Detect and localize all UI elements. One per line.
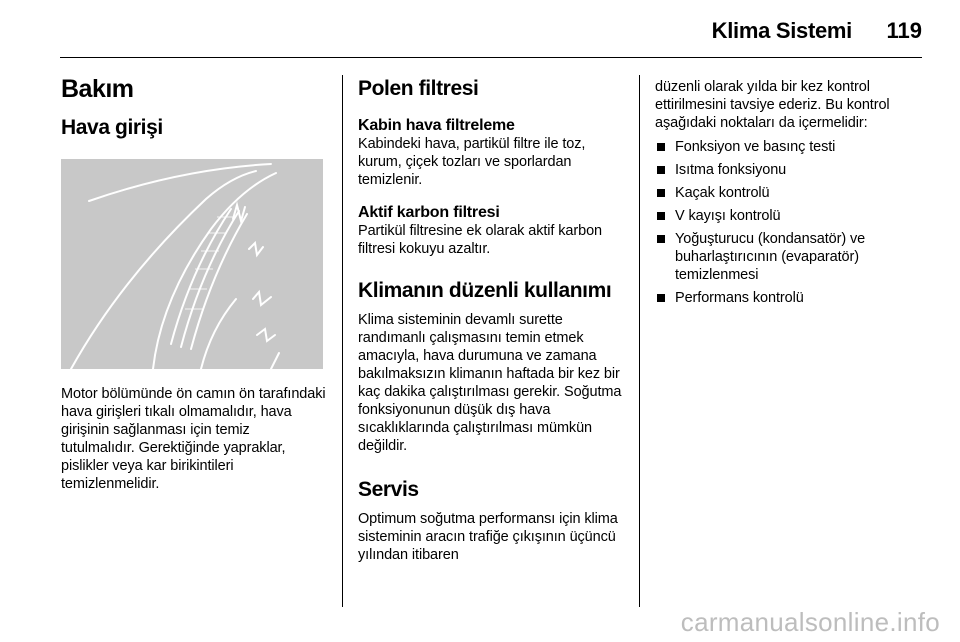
regular-use-paragraph: Klima sisteminin devamlı surette randımanlı çalışmasını temin etmek amacıyla, hava durumuna ve zamana bakılmaksızın klimanın haftada bir kez bir kaç dakika çalıştırılması gerekir. Soğutma fonksiyonunun düşük dış hava sıcaklıklarında çalıştırılması mümkün değildir.	[358, 312, 622, 454]
column-divider-1	[342, 75, 343, 607]
column-3	[655, 74, 930, 312]
carbon-filter-paragraph: Partikül filtresine ek olarak aktif karbon filtresi kokuyu azaltır.	[358, 223, 603, 257]
subsection-title-kabin-hava: Kabin hava filtreleme	[358, 117, 515, 134]
page-number: 119	[886, 18, 922, 43]
header-rule	[60, 57, 922, 58]
subsection-title-hava-girisi: Hava girişi	[61, 116, 163, 139]
running-header-title: Klima Sistemi	[711, 18, 852, 43]
list-item: Performans kontrolü	[655, 289, 930, 307]
column-1	[61, 74, 327, 493]
square-bullet-icon	[657, 189, 665, 197]
column-divider-2	[639, 75, 640, 607]
windscreen-drawing	[61, 159, 323, 369]
air-intake-illustration	[61, 159, 323, 369]
service-paragraph: Optimum soğutma performansı için klima sisteminin aracın trafiğe çıkışının üçüncü yılından itibaren	[358, 511, 618, 563]
column-2	[358, 74, 626, 564]
service-checklist	[655, 138, 930, 307]
cabin-filter-paragraph: Kabindeki hava, partikül filtre ile toz, kurum, çiçek tozları ve sporlardan temizlenir.	[358, 136, 586, 188]
air-intake-paragraph: Motor bölümünde ön camın ön tarafındaki hava girişleri tıkalı olmamalıdır, hava girişinin sağlanması için temiz tutulmalıdır. Gerektiğinde yapraklar, pislikler veya kar birikintileri temizlenmelidir.	[61, 386, 326, 492]
list-item: Isıtma fonksiyonu	[655, 161, 930, 179]
list-item: Fonksiyon ve basınç testi	[655, 138, 930, 156]
service-continued-paragraph: düzenli olarak yılda bir kez kontrol ettirilmesini tavsiye ederiz. Bu kontrol aşağıdaki noktaları da içermelidir:	[655, 79, 890, 131]
square-bullet-icon	[657, 294, 665, 302]
square-bullet-icon	[657, 166, 665, 174]
list-item: V kayışı kontrolü	[655, 207, 930, 225]
section-title-servis: Servis	[358, 478, 419, 501]
section-title-klima-kullanimi: Klimanın düzenli kullanımı	[358, 279, 612, 302]
subsection-title-aktif-karbon: Aktif karbon filtresi	[358, 204, 500, 221]
square-bullet-icon	[657, 235, 665, 243]
list-item: Yoğuşturucu (kondansatör) ve buharlaştırıcının (evaparatör) temizlenmesi	[655, 230, 930, 284]
section-title-bakim: Bakım	[61, 75, 134, 103]
section-title-polen-filtresi: Polen filtresi	[358, 77, 479, 100]
square-bullet-icon	[657, 212, 665, 220]
square-bullet-icon	[657, 143, 665, 151]
list-item: Kaçak kontrolü	[655, 184, 930, 202]
site-watermark: carmanualsonline.info	[680, 607, 940, 637]
